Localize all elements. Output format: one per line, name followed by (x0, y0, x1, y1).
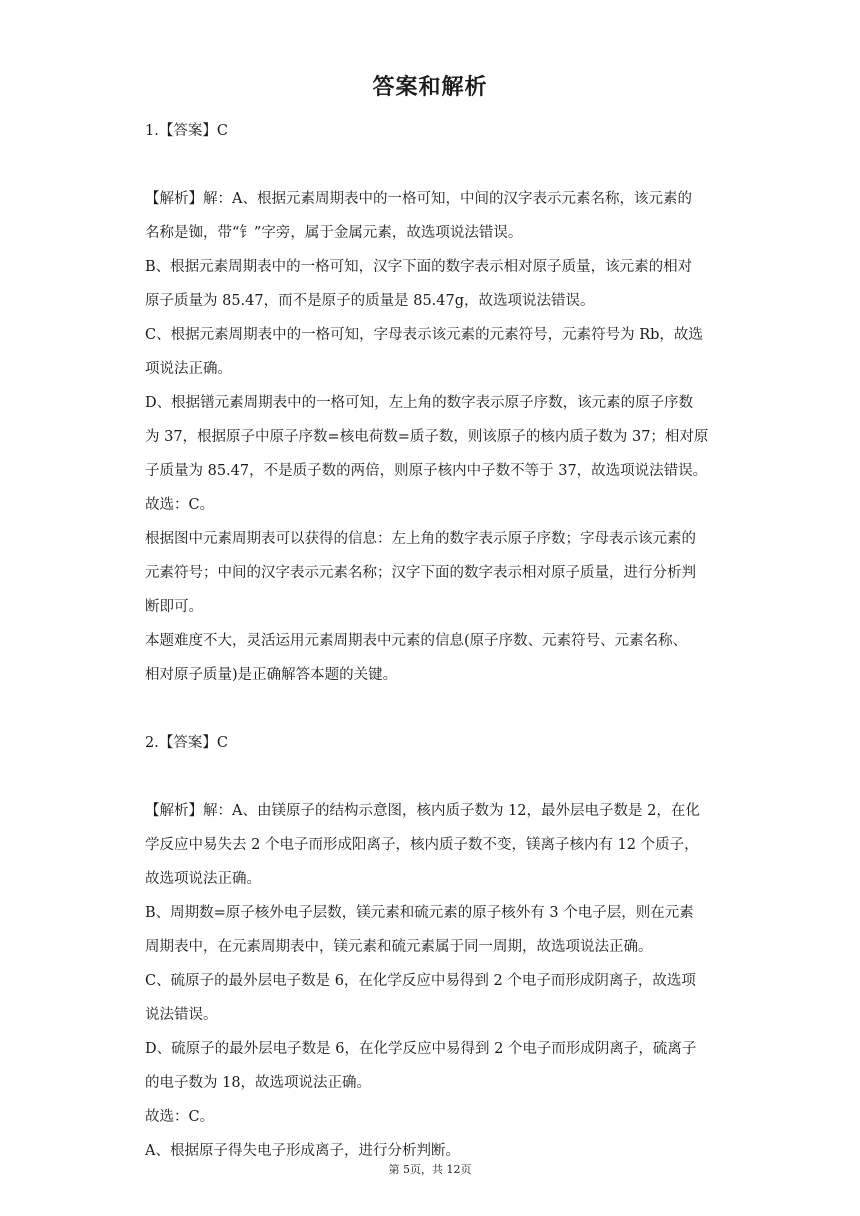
q1-line: 根据图中元素周期表可以获得的信息：左上角的数字表示原子序数；字母表示该元素的 (145, 531, 696, 547)
spacer (145, 148, 717, 182)
q2-explanation (145, 794, 717, 1168)
page-footer: 第 5页，共 12页 (388, 1163, 472, 1176)
q1-line: 故选：C。 (145, 497, 215, 513)
q1-answer: 1.【答案】C (145, 123, 228, 139)
q2-line: 故选项说法正确。 (145, 871, 261, 887)
q1-line: C、根据元素周期表中的一格可知，字母表示该元素的元素符号，元素符号为 Rb，故选 (145, 327, 703, 343)
q2-line: 说法错误。 (145, 1007, 218, 1023)
q1-line: 子质量为 85.47，不是质子数的两倍，则原子核内中子数不等于 37，故选项说法错误。 (145, 463, 708, 479)
q1-explanation (145, 182, 717, 692)
q1-line: 名称是铷，带“钅”字旁，属于金属元素，故选项说法错误。 (145, 225, 523, 241)
q1-line: 本题难度不大，灵活运用元素周期表中元素的信息(原子序数、元素符号、元素名称、 (145, 633, 688, 649)
q1-line: D、根据镨元素周期表中的一格可知，左上角的数字表示原子序数，该元素的原子序数 (145, 395, 694, 411)
page-title: 答案和解析 (372, 75, 488, 100)
q1-line: 【解析】解：A、根据元素周期表中的一格可知，中间的汉字表示元素名称，该元素的 (145, 191, 692, 207)
q2-line: C、硫原子的最外层电子数是 6，在化学反应中易得到 2 个电子而形成阴离子，故选项 (145, 973, 696, 989)
q2-line: 学反应中易失去 2 个电子而形成阳离子，核内质子数不变，镁离子核内有 12 个质子， (145, 837, 699, 853)
q1-line: 为 37，根据原子中原子序数=核电荷数=质子数，则该原子的核内质子数为 37；相对原 (145, 429, 709, 445)
q2-line: B、周期数=原子核外电子层数，镁元素和硫元素的原子核外有 3 个电子层，则在元素 (145, 905, 694, 921)
q2-line: D、硫原子的最外层电子数是 6，在化学反应中易得到 2 个电子而形成阴离子，硫离子 (145, 1041, 697, 1057)
q2-line: 周期表中，在元素周期表中，镁元素和硫元素属于同一周期，故选项说法正确。 (145, 939, 653, 955)
q1-line: 原子质量为 85.47，而不是原子的质量是 85.47g，故选项说法错误。 (145, 293, 595, 309)
q1-line: 项说法正确。 (145, 361, 232, 377)
q2-line: 的电子数为 18，故选项说法正确。 (145, 1075, 372, 1091)
spacer (145, 760, 717, 794)
spacer (145, 692, 717, 726)
answer-content (145, 114, 717, 1168)
q2-line: 故选：C。 (145, 1109, 215, 1125)
q1-line: 相对原子质量)是正确解答本题的关键。 (145, 667, 398, 683)
q1-line: 元素符号；中间的汉字表示元素名称；汉字下面的数字表示相对原子质量，进行分析判 (145, 565, 696, 581)
q2-line: A、根据原子得失电子形成离子，进行分析判断。 (145, 1143, 460, 1159)
q1-line: 断即可。 (145, 599, 203, 615)
q1-line: B、根据元素周期表中的一格可知，汉字下面的数字表示相对原子质量，该元素的相对 (145, 259, 693, 275)
q2-line: 【解析】解：A、由镁原子的结构示意图，核内质子数为 12，最外层电子数是 2，在化 (145, 803, 700, 819)
q2-answer: 2.【答案】C (145, 735, 228, 751)
